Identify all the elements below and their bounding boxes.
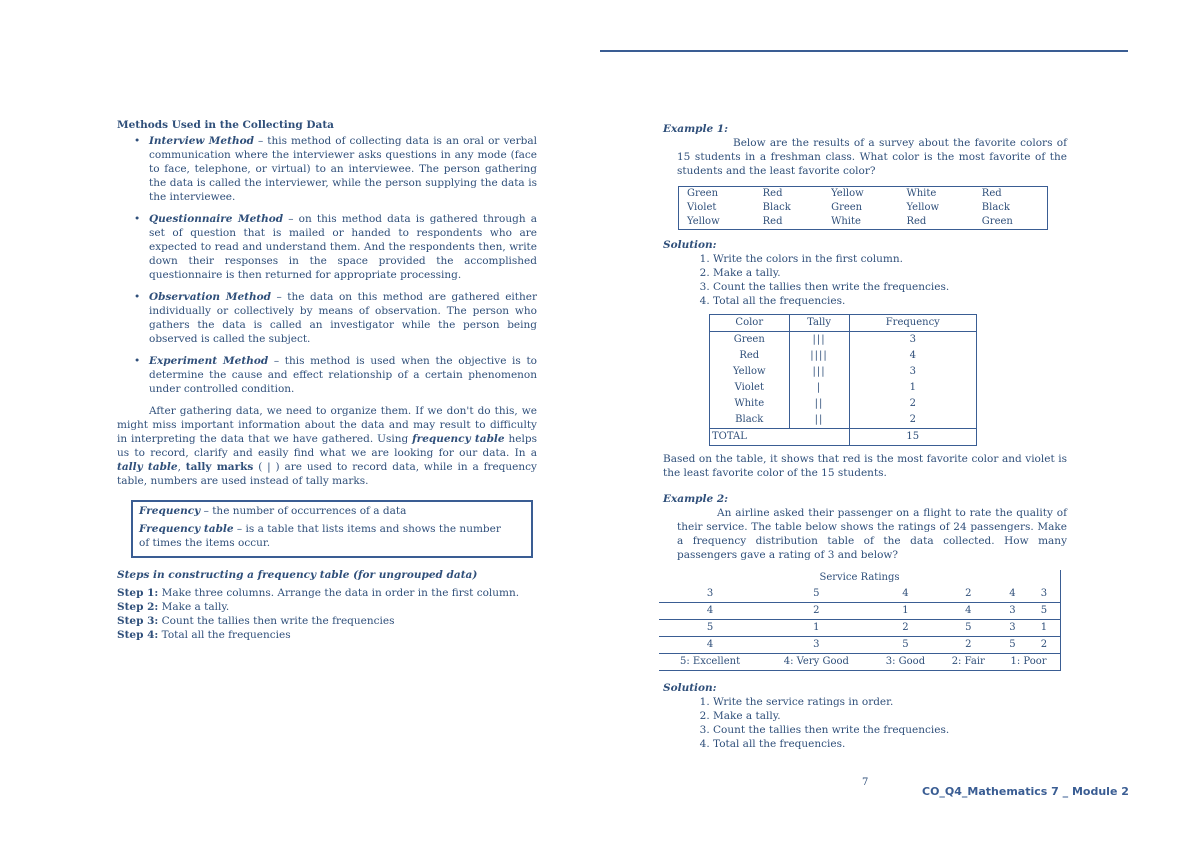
step-label: Step 1: — [117, 587, 159, 599]
table-cell: 4 — [849, 348, 976, 364]
list-item: 3. Count the tallies then write the frequencies. — [713, 280, 1067, 294]
table-cell: Yellow — [906, 202, 940, 213]
table-cell: 4 — [939, 603, 997, 620]
list-item: 2. Make a tally. — [713, 709, 1067, 723]
table-cell: 3 — [659, 586, 761, 603]
table-cell: 2 — [939, 637, 997, 654]
step-text: Count the tallies then write the frequencies — [158, 615, 395, 627]
table-row — [710, 380, 977, 396]
table-cell: 3 — [849, 332, 976, 349]
table-header: Tally — [789, 315, 849, 332]
table-cell: ||| — [789, 332, 849, 349]
list-item: 2. Make a tally. — [713, 266, 1067, 280]
solution-2-steps — [663, 695, 1067, 751]
solution-2-label: Solution: — [663, 682, 717, 694]
table-cell: 5 — [871, 637, 939, 654]
table-cell: 5 — [1028, 603, 1061, 620]
method-term: Observation Method — [149, 291, 271, 303]
table-cell: 1 — [871, 603, 939, 620]
method-observation — [117, 290, 537, 346]
frequency-table — [709, 314, 977, 446]
table-row — [659, 637, 1061, 654]
table-cell: Yellow — [831, 188, 864, 199]
page-number: 7 — [862, 777, 869, 788]
paragraph-term: tally table — [117, 461, 178, 473]
table-row — [679, 187, 1048, 202]
table-cell: Green — [981, 216, 1013, 227]
methods-heading: Methods Used in the Collecting Data — [117, 119, 334, 131]
table-row — [679, 201, 1048, 215]
table-cell: White — [906, 188, 937, 199]
table-cell: Black — [762, 202, 791, 213]
method-text: – on this method data is gathered through a set of question that is mailed or handed to respondents who are expected to read and understand them. And the respondents then, write down their responses in the space provided the accomplished questionnaire is then returned for appropriate processing. — [149, 213, 537, 281]
step-item — [117, 600, 537, 614]
method-text: – the data on this method are gathered either individually or collectively by means of observation. The person who gathers the data is called an investigator while the person being observed is called the subject. — [149, 291, 537, 345]
solution-1-label: Solution: — [663, 239, 717, 251]
paragraph-term: tally marks — [185, 461, 254, 473]
step-item — [117, 628, 537, 642]
table-cell: 1 — [1028, 620, 1061, 637]
table-cell: 3 — [997, 603, 1028, 620]
organize-paragraph — [117, 404, 537, 488]
table-cell: Violet — [687, 202, 717, 213]
list-item: 4. Total all the frequencies. — [713, 294, 1067, 308]
legend-item: 4: Very Good — [761, 654, 871, 671]
table-cell: White — [831, 216, 861, 227]
table-cell: | — [789, 380, 849, 396]
paragraph-text: helps us to record, clarify and easily find what we are looking for our data. In a — [117, 433, 537, 459]
table-cell: 2 — [939, 586, 997, 603]
table-cell: Green — [710, 332, 790, 349]
definition-text: – the number of occurrences of a data — [200, 505, 407, 517]
right-column — [663, 122, 1067, 751]
table-cell: 3 — [849, 364, 976, 380]
step-label: Step 3: — [117, 615, 159, 627]
table-caption: Service Ratings — [819, 572, 900, 583]
table-row — [710, 348, 977, 364]
table-cell: Red — [906, 216, 927, 227]
table-header: Frequency — [849, 315, 976, 332]
table-cell: 5 — [939, 620, 997, 637]
step-label: Step 4: — [117, 629, 159, 641]
table-cell: 2 — [761, 603, 871, 620]
steps-list — [117, 586, 537, 642]
table-cell: 4 — [659, 603, 761, 620]
paragraph-term: frequency table — [412, 433, 505, 445]
table-row — [659, 620, 1061, 637]
table-row — [679, 215, 1048, 230]
table-caption-row — [659, 570, 1061, 586]
table-cell: 4 — [871, 586, 939, 603]
table-cell: || — [789, 412, 849, 429]
table-cell: 15 — [849, 429, 976, 446]
table-cell: 2 — [849, 412, 976, 429]
step-text: Make three columns. Arrange the data in order in the first column. — [158, 587, 520, 599]
table-cell: Green — [687, 188, 719, 199]
table-cell: Yellow — [687, 216, 720, 227]
table-cell: |||| — [789, 348, 849, 364]
table-cell: TOTAL — [710, 429, 850, 446]
ratings-legend-row — [659, 654, 1061, 671]
header-rule — [600, 50, 1128, 52]
legend-item: 2: Fair — [939, 654, 997, 671]
table-cell: 2 — [871, 620, 939, 637]
table-cell: 1 — [761, 620, 871, 637]
table-header-row — [710, 315, 977, 332]
definition-text: – is a table that lists items and shows the number of times the items occur. — [139, 523, 501, 549]
paragraph-text: , — [177, 461, 186, 473]
solution-1-steps — [663, 252, 1067, 308]
table-cell: 2 — [1028, 637, 1061, 654]
list-item: 1. Write the colors in the first column. — [713, 252, 1067, 266]
example-1-conclusion: Based on the table, it shows that red is the most favorite color and violet is the least favorite color of the 15 students. — [663, 453, 1067, 479]
table-cell: 3 — [1028, 586, 1061, 603]
table-row — [710, 396, 977, 412]
method-questionnaire — [117, 212, 537, 282]
table-cell: 5 — [659, 620, 761, 637]
table-cell: Black — [710, 412, 790, 429]
table-cell: 4 — [997, 586, 1028, 603]
table-row — [659, 586, 1061, 603]
left-column — [117, 118, 537, 642]
table-cell: 1 — [849, 380, 976, 396]
table-row — [710, 412, 977, 429]
step-text: Make a tally. — [158, 601, 230, 613]
example-2-title: Example 2: — [663, 493, 729, 505]
definition-box — [131, 500, 533, 558]
table-cell: White — [710, 396, 790, 412]
list-item: 1. Write the service ratings in order. — [713, 695, 1067, 709]
example-1-title: Example 1: — [663, 123, 729, 135]
legend-item: 1: Poor — [997, 654, 1060, 671]
method-term: Questionnaire Method — [149, 213, 284, 225]
table-header: Color — [710, 315, 790, 332]
table-cell: Red — [710, 348, 790, 364]
definition-frequency — [139, 504, 509, 518]
definition-term: Frequency table — [139, 523, 234, 535]
ratings-table — [659, 570, 1061, 671]
table-cell: Red — [762, 188, 783, 199]
list-item: 4. Total all the frequencies. — [713, 737, 1067, 751]
steps-title: Steps in constructing a frequency table (for ungrouped data) — [117, 569, 478, 581]
legend-item: 5: Excellent — [659, 654, 761, 671]
table-cell: Red — [981, 188, 1002, 199]
example-1-text: Below are the results of a survey about the favorite colors of 15 students in a freshman class. What color is the most favorite of the students and the least favorite color? — [677, 137, 1067, 177]
example-2-text: An airline asked their passenger on a flight to rate the quality of their service. The table below shows the ratings of 24 passengers. Make a frequency distribution table of the data collected. How many passengers gave a rating of 3 and below? — [677, 507, 1067, 561]
definition-frequency-table — [139, 522, 509, 550]
table-cell: || — [789, 396, 849, 412]
colors-data-table — [678, 186, 1048, 230]
paragraph-text: After gathering data, we need to organize them. If we don't do this, we might miss important information about the data and may result to difficulty in interpreting the data that we have gathered. Using — [117, 405, 537, 445]
table-total-row — [710, 429, 977, 446]
table-cell: 5 — [761, 586, 871, 603]
table-cell: Green — [831, 202, 863, 213]
step-text: Total all the frequencies — [158, 629, 291, 641]
legend-item: 3: Good — [871, 654, 939, 671]
module-label: CO_Q4_Mathematics 7 _ Module 2 — [922, 785, 1129, 798]
method-term: Experiment Method — [149, 355, 269, 367]
definition-term: Frequency — [139, 505, 201, 517]
table-row — [659, 603, 1061, 620]
table-cell: 4 — [659, 637, 761, 654]
step-label: Step 2: — [117, 601, 159, 613]
step-item — [117, 586, 537, 600]
table-cell: 3 — [761, 637, 871, 654]
method-text: – this method of collecting data is an oral or verbal communication where the interviewer asks questions in any mode (face to face, telephone, or virtual) to an interviewee. The person gathering the data is called the interviewer, while the person supplying the data is the interviewee. — [149, 135, 537, 203]
table-cell: Yellow — [710, 364, 790, 380]
table-row — [710, 332, 977, 349]
table-cell: 2 — [849, 396, 976, 412]
table-cell: 5 — [997, 637, 1028, 654]
step-item — [117, 614, 537, 628]
method-term: Interview Method — [149, 135, 254, 147]
table-row — [710, 364, 977, 380]
methods-list — [117, 134, 537, 396]
table-cell: Violet — [710, 380, 790, 396]
method-experiment — [117, 354, 537, 396]
method-interview — [117, 134, 537, 204]
method-text: – this method is used when the objective is to determine the cause and effect relationship of a certain phenomenon under controlled condition. — [149, 355, 537, 395]
table-cell: 3 — [997, 620, 1028, 637]
table-cell: Red — [762, 216, 783, 227]
list-item: 3. Count the tallies then write the frequencies. — [713, 723, 1067, 737]
paragraph-text: ( | ) are used to record data, while in a frequency table, numbers are used instead of tally marks. — [117, 461, 537, 487]
table-cell: Black — [981, 202, 1010, 213]
table-cell: ||| — [789, 364, 849, 380]
